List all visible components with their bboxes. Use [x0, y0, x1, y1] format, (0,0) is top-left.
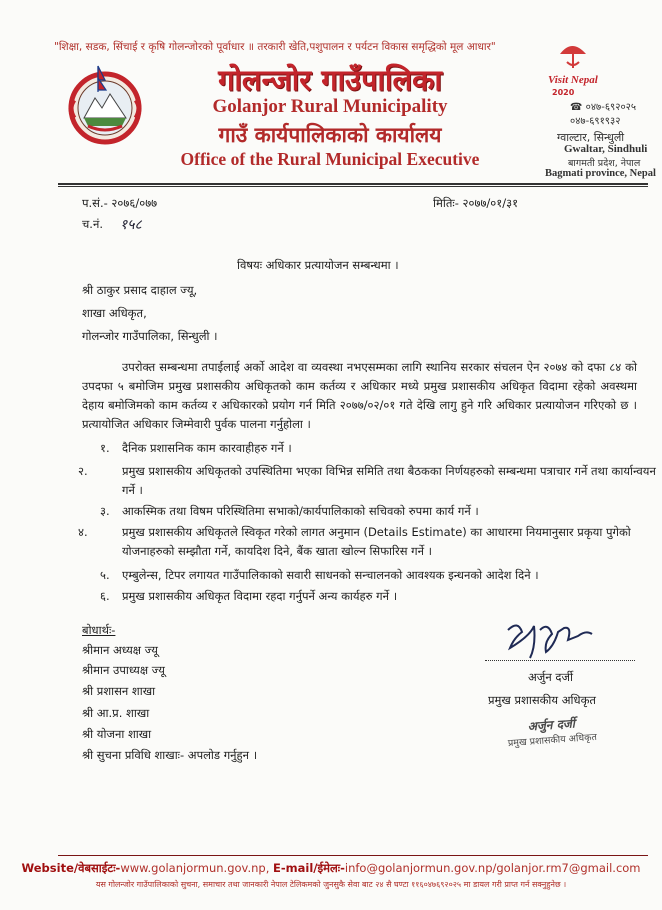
footer-contact: [0, 861, 662, 876]
visit-nepal-year: 2020: [552, 88, 575, 97]
cc-heading: बोधार्थः-: [82, 623, 116, 637]
cc-item: श्रीमान अध्यक्ष ज्यू: [82, 643, 158, 657]
addressee-line: शाखा अधिकृत,: [82, 306, 147, 320]
phone-1: ☎ ०४७-६९२०२५: [570, 102, 637, 113]
phone-2: ०४७-६९१९३२: [570, 116, 621, 127]
list-item: [100, 439, 640, 458]
list-item-text: प्रमुख प्रशासकीय अधिकृत विदामा रहदा गर्नुपर्ने अन्य कार्यहरु गर्ने ।: [122, 589, 398, 603]
handwritten-signature: [500, 618, 610, 664]
reference-number: प.सं.- २०७६/०७७: [82, 196, 158, 210]
municipality-title-en: Golanjor Rural Municipality: [212, 96, 448, 117]
address-np: ग्वाल्टार, सिन्धुली: [557, 131, 625, 144]
list-item: [78, 523, 662, 561]
list-item: [100, 502, 640, 521]
addressee-line: गोलन्जोर गाउँपालिका, सिन्धुली ।: [82, 329, 218, 343]
list-item-text: आकस्मिक तथा विषम परिस्थितिमा सभाको/कार्यपालिकाको सचिवको रुपमा कार्य गर्ने ।: [122, 504, 479, 518]
body-paragraph: उपरोक्त सम्बन्धमा तपाईलाई अर्को आदेश वा व्यवस्था नभएसम्मका लागि स्थानिय सरकार संचलन ऐन २०७४ को दफा ८४ को उपदफा ५ बमोजिम प्रमुख प्रशासकीय अधिकृतको काम कर्तव्य र अधिकार मध्ये प्रमुख प्रशासकीय अधिकृत विदामा रहेको अवस्थमा देहाय बमोजिमको काम कर्तव्य र अधिकारको प्रयोग गर्न मिति २०७७/०२/०१ गते देखि लागु हुने गरि अधिकार प्रत्यायोजन गरिएको छ । प्रत्यायोजित अधिकार जिम्मेवारी पुर्वक पालना गर्नुहोला ।: [82, 360, 637, 431]
subject-line: विषयः अधिकार प्रत्यायोजन सम्बन्धमा ।: [237, 258, 399, 272]
footer-notice: यस गोलन्जोर गाउँपालिकाको सुचना, समाचार तथा जानकारी नेपाल टेलिकमको जुनसुकै सेवा बाट २४ सै घण्टा ११६०४७६९२०२५ मा डायल गरी प्राप्त गर्न सक्नुहुनेछ ।: [95, 880, 567, 889]
dispatch-number-handwritten: १५८: [120, 217, 142, 233]
signature-line: [485, 660, 635, 661]
nepal-emblem-icon: [62, 60, 148, 150]
office-title-np: गाउँ कार्यपालिकाको कार्यालय: [218, 122, 442, 147]
email-link[interactable]: info@golanjormun.gov.np/golanjor.rm7@gmail.com: [344, 861, 641, 875]
list-item: [100, 587, 640, 606]
list-item: [100, 566, 640, 585]
header-divider: [58, 183, 648, 185]
list-item-text: प्रमुख प्रशासकीय अधिकृतले स्विकृत गरेको लागत अनुमान (Details Estimate) का आधारमा नियमानुसार प्रकृया पुगेको योजनाहरुको सम्झौता गर्ने, कायदिश दिने, बैंक खाता खोल्न सिफारिस गर्ने ।: [122, 525, 631, 558]
signatory-name: अर्जुन दर्जी: [528, 670, 573, 684]
website-link[interactable]: www.golanjormun.gov.np,: [120, 861, 270, 875]
office-title-en: Office of the Rural Municipal Executive: [180, 149, 480, 169]
visit-nepal-text: Visit Nepal: [548, 74, 598, 86]
footer-divider: [58, 855, 648, 856]
province-en: Bagmati province, Nepal: [545, 168, 656, 179]
website-label: Website/वेबसाईटः-: [21, 861, 121, 875]
cc-item: श्रीमान उपाध्यक्ष ज्यू: [82, 663, 165, 677]
slogan: "शिक्षा, सडक, सिंचाई र कृषि गोलन्जोरको पूर्वाधार ॥ तरकारी खेति,पशुपालन र पर्यटन विकास समृद्धिको मूल आधार": [54, 41, 496, 53]
stamp-name: अर्जुन दर्जी: [527, 716, 576, 734]
cc-item: श्री योजना शाखा: [82, 727, 152, 741]
signatory-title: प्रमुख प्रशासकीय अधिकृत: [488, 693, 596, 707]
visit-nepal-logo: [540, 36, 620, 102]
list-item-number: ३.: [100, 504, 110, 518]
province-np: बागमती प्रदेश, नेपाल: [568, 158, 641, 169]
addressee-line: श्री ठाकुर प्रसाद दाहाल ज्यू,: [82, 283, 198, 297]
list-item-text: प्रमुख प्रशासकीय अधिकृतको उपस्थितिमा भएका विभिन्न समिति तथा बैठकका निर्णयहरुको सम्बन्धमा पत्राचार गर्ने तथा कार्यान्वयन गर्ने ।: [122, 464, 656, 497]
cc-item: श्री आ.प्र. शाखा: [82, 706, 150, 720]
header-divider-thin: [58, 186, 648, 187]
stamp-title: प्रमुख प्रशासकीय अधिकृत: [507, 731, 598, 750]
municipality-title-np: गोलन्जोर गाउँपालिका: [218, 63, 442, 97]
list-item-number: ४.: [78, 525, 88, 539]
list-item-number: २.: [78, 464, 88, 478]
cc-item: श्री प्रशासन शाखा: [82, 684, 156, 698]
list-item-text: दैनिक प्रशासनिक काम कारवाहीहरु गर्ने ।: [122, 441, 292, 455]
list-item-number: १.: [100, 441, 110, 455]
letter-date: मितिः- २०७७/०१/३१: [433, 196, 519, 210]
list-item-number: ५.: [100, 568, 110, 582]
email-label: E-mail/ईमेलः-: [273, 861, 345, 875]
official-stamp: [501, 713, 603, 758]
dispatch-number-label: च.नं.: [82, 217, 103, 231]
list-item-number: ६.: [100, 589, 110, 603]
cc-item: श्री सुचना प्रविधि शाखाः- अपलोड गर्नुहुन ।: [82, 748, 258, 762]
list-item-text: एम्बुलेन्स, टिपर लगायत गाउँपालिकाको सवारी साधनको सन्चालनको आवश्यक इन्धनको आदेश दिने ।: [122, 568, 539, 582]
list-item: [78, 462, 662, 500]
address-en: Gwaltar, Sindhuli: [564, 143, 648, 155]
